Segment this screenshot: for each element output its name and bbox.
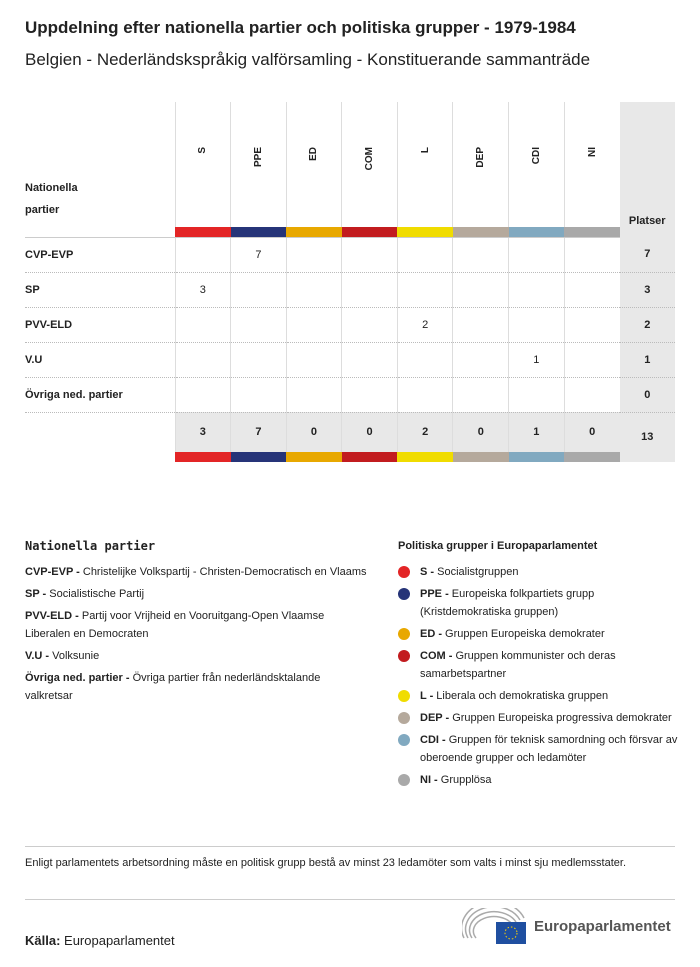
cell-value [564,377,620,412]
group-legend-item [398,731,678,767]
group-name: Socialistgruppen [434,566,519,578]
color-bar [231,452,287,462]
row-total: 1 [620,342,675,377]
column-label: PPE [252,147,264,168]
column-header-NI [564,102,620,227]
column-total: 0 [564,412,620,452]
page-subtitle: Belgien - Nederländskspråkig valförsamling - Konstituerande sammanträde [25,50,591,69]
cell-value [286,377,342,412]
column-total: 1 [509,412,565,452]
hemicycle-logo-icon [462,908,528,944]
cell-value [286,237,342,272]
cell-value [286,307,342,342]
source [25,933,175,948]
row-total: 3 [620,272,675,307]
column-label: ED [308,147,320,161]
cell-value [342,272,398,307]
group-color-dot-icon [398,566,410,578]
cell-value: 7 [231,237,287,272]
cell-value [175,307,231,342]
group-legend-item [398,709,678,727]
row-total: 0 [620,377,675,412]
group-color-dot-icon [398,588,410,600]
cell-value [397,377,453,412]
group-abbr: DEP - [420,712,450,724]
footnote: Enligt parlamentets arbetsordning måste en politisk grupp bestå av minst 23 ledamöter som valts i minst sju medlemsstater. [25,857,626,869]
party-name: Socialistische Partij [46,588,145,600]
group-color-dot-icon [398,628,410,640]
column-total: 0 [286,412,342,452]
column-header-L [397,102,453,227]
row-header [25,102,175,227]
color-bar [397,227,453,237]
cell-value [231,342,287,377]
group-color-dot-icon [398,650,410,662]
group-name: Liberala och demokratiska gruppen [433,690,609,702]
cell-value [342,237,398,272]
column-total: 0 [453,412,509,452]
row-label: Övriga ned. partier [25,377,175,412]
table-row [25,307,675,342]
cell-value [342,377,398,412]
group-legend-item [398,625,678,643]
cell-value [509,307,565,342]
cell-value: 1 [509,342,565,377]
color-bar [509,452,565,462]
group-color-dot-icon [398,774,410,786]
group-name: Gruppen för teknisk samordning och försvar av oberoende grupper och ledamöter [420,734,678,764]
color-bar [509,227,565,237]
national-legend-item [25,585,370,603]
table-row [25,237,675,272]
column-header-COM [342,102,398,227]
cell-value [397,342,453,377]
cell-value [231,272,287,307]
cell-value [175,237,231,272]
party-abbr: V.U - [25,650,50,662]
cell-value [453,272,509,307]
row-label: CVP-EVP [25,237,175,272]
group-name: Gruppen Europeiska progressiva demokrater [449,712,672,724]
cell-value [453,342,509,377]
cell-value [397,272,453,307]
group-color-dot-icon [398,690,410,702]
cell-value [564,237,620,272]
group-abbr: L - [420,690,434,702]
row-label: V.U [25,342,175,377]
group-abbr: ED - [420,628,442,640]
party-name: Volksunie [49,650,100,662]
group-abbr: COM - [420,650,453,662]
column-label: DEP [475,147,487,168]
color-bar [564,227,620,237]
cell-value [564,342,620,377]
group-color-dot-icon [398,734,410,746]
column-total: 0 [342,412,398,452]
cell-value [231,377,287,412]
color-bar [342,452,398,462]
column-label: S [197,147,209,154]
logo-text: Europaparlamentet [534,917,671,935]
cell-value [231,307,287,342]
cell-value [564,272,620,307]
group-legend-item [398,687,678,705]
table-row [25,377,675,412]
cell-value [453,237,509,272]
cell-value: 3 [175,272,231,307]
cell-value [453,307,509,342]
party-abbr: CVP-EVP - [25,566,80,578]
cell-value [175,342,231,377]
cell-value [286,342,342,377]
group-name: Europeiska folkpartiets grupp (Kristdemokratiska gruppen) [420,588,595,618]
row-label: SP [25,272,175,307]
national-legend-item [25,647,370,665]
group-abbr: NI - [420,774,438,786]
platser-header: Platser [620,102,675,237]
group-abbr: S - [420,566,435,578]
group-legend-item [398,647,678,683]
national-legend [25,537,370,709]
group-legend [398,537,678,793]
cell-value: 2 [397,307,453,342]
color-bar [175,452,231,462]
column-total: 2 [397,412,453,452]
cell-value [453,377,509,412]
color-bar [231,227,287,237]
group-legend-item [398,771,678,789]
cell-value [286,272,342,307]
group-name: Gruppen kommunister och deras samarbetspartner [420,650,616,680]
source-value: Europaparlamentet [64,933,175,948]
source-label: Källa: [25,933,61,948]
row-total: 2 [620,307,675,342]
ep-logo [462,908,671,944]
color-bar [286,227,342,237]
column-header-DEP [453,102,509,227]
national-legend-item [25,607,370,643]
column-header-ED [286,102,342,227]
group-name: Gruppen Europeiska demokrater [442,628,605,640]
group-legend-title: Politiska grupper i Europaparlamentet [398,540,598,552]
cell-value [175,377,231,412]
color-bar [342,227,398,237]
group-abbr: CDI - [420,734,446,746]
table-row [25,342,675,377]
color-bar [175,227,231,237]
color-bar [564,452,620,462]
cell-value [342,307,398,342]
cell-value [397,237,453,272]
cell-value [564,307,620,342]
cell-value [509,237,565,272]
national-legend-item [25,563,370,581]
column-label: COM [364,147,376,171]
page-title: Uppdelning efter nationella partier och politiska grupper - 1979-1984 [25,18,576,37]
seat-table [25,102,675,462]
row-label: PVV-ELD [25,307,175,342]
cell-value [509,272,565,307]
column-label: CDI [530,147,542,165]
color-bar [397,452,453,462]
column-header-S [175,102,231,227]
color-bar [286,452,342,462]
table-row [25,272,675,307]
group-name: Grupplösa [437,774,492,786]
party-abbr: Övriga ned. partier - [25,672,130,684]
column-label: L [419,147,431,154]
color-bar [453,452,509,462]
column-label: NI [586,147,598,157]
group-abbr: PPE - [420,588,449,600]
party-abbr: SP - [25,588,47,600]
row-header-text: Nationella partier [25,182,78,216]
cell-value [509,377,565,412]
column-header-CDI [509,102,565,227]
cell-value [342,342,398,377]
party-name: Christelijke Volkspartij - Christen-Democratisch en Vlaams [79,566,367,578]
column-header-PPE [231,102,287,227]
color-bar [453,227,509,237]
column-total: 3 [175,412,231,452]
group-legend-item [398,563,678,581]
national-legend-title: Nationella partier [25,539,156,553]
party-name: Partij voor Vrijheid en Vooruitgang-Open Vlaamse Liberalen en Democraten [25,610,325,640]
column-total: 7 [231,412,287,452]
national-legend-item [25,669,370,705]
group-color-dot-icon [398,712,410,724]
party-name: Övriga partier från nederländsktalande valkretsar [25,672,321,702]
row-total: 7 [620,237,675,272]
group-legend-item [398,585,678,621]
party-abbr: PVV-ELD - [25,610,79,622]
grand-total: 13 [620,412,675,462]
